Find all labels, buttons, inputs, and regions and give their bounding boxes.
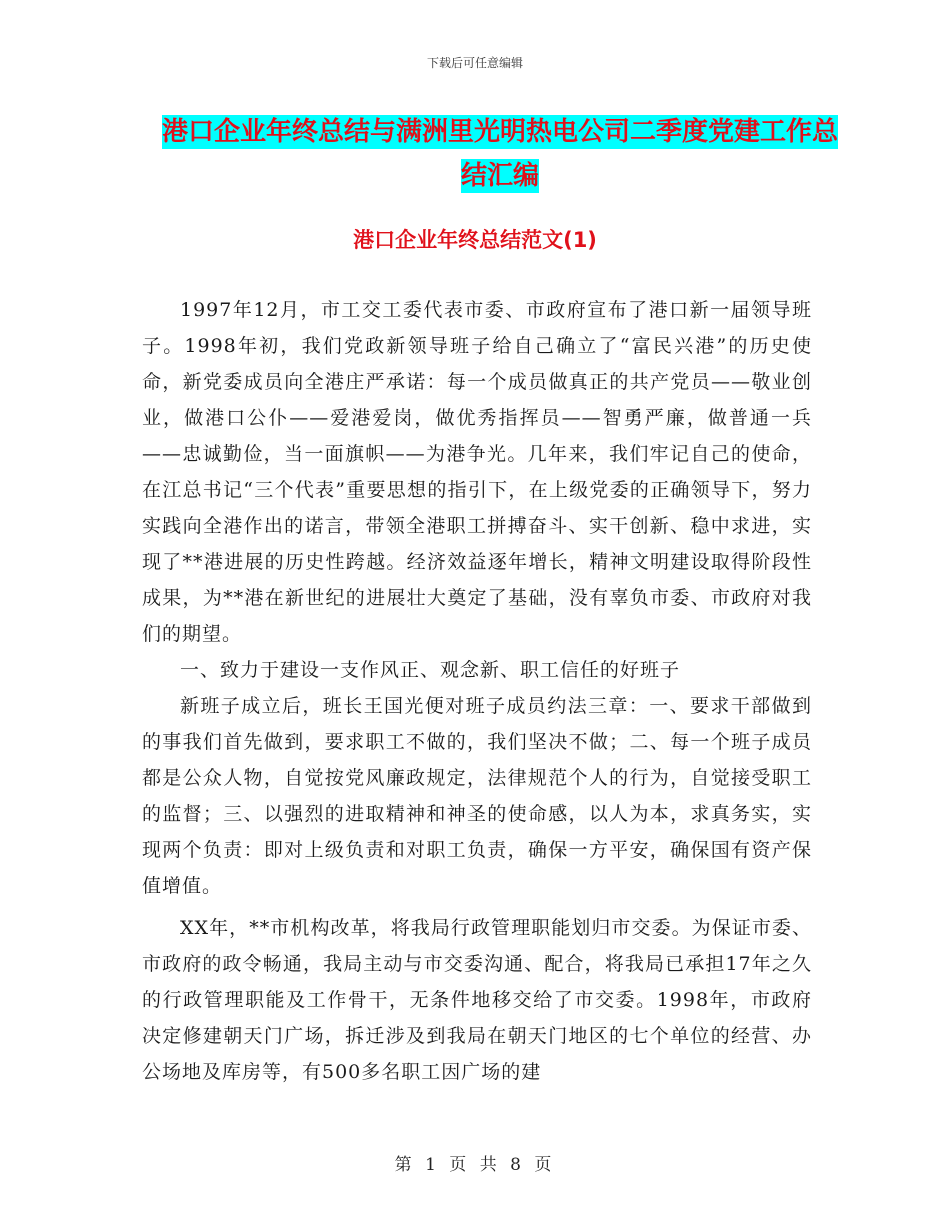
document-body (142, 292, 812, 1090)
paragraph-4: XX年，**市机构改革，将我局行政管理职能划归市交委。为保证市委、市政府的政令畅通，我局主动与市交委沟通、配合，将我局已承担17年之久的行政管理职能及工作骨干，无条件地移交给了市交委。1998年，市政府决定修建朝天门广场，拆迁涉及到我局在朝天门地区的七个单位的经营、办公场地及库房等，有500多名职工因广场的建 (142, 917, 812, 1083)
document-title (150, 110, 850, 198)
paragraph-2-heading: 一、致力于建设一支作风正、观念新、职工信任的好班子 (180, 659, 681, 681)
section-title: 港口企业年终总结范文(1) (353, 228, 597, 252)
paragraph-3: 新班子成立后，班长王国光便对班子成员约法三章：一、要求干部做到的事我们首先做到，要求职工不做的，我们坚决不做；二、每一个班子成员都是公众人物，自觉按党风廉政规定，法律规范个人的行为，自觉接受职工的监督；三、以强烈的进取精神和神圣的使命感，以人为本，求真务实，实现两个负责：即对上级负责和对职工负责，确保一方平安，确保国有资产保值增值。 (142, 695, 812, 897)
header-note: 下载后可任意编辑 (426, 56, 523, 70)
document-title-highlight: 港口企业年终总结与满洲里光明热电公司二季度党建工作总结汇编 (161, 117, 838, 191)
paragraph-1: 1997年12月，市工交工委代表市委、市政府宣布了港口新一届领导班子。1998年初，我们党政新领导班子给自己确立了“富民兴港”的历史使命，新党委成员向全港庄严承诺：每一个成员做真正的共产党员——敬业创业，做港口公仆——爱港爱岗，做优秀指挥员——智勇严廉，做普通一兵——忠诚勤俭，当一面旗帜——为港争光。几年来，我们牢记自己的使命，在江总书记“三个代表”重要思想的指引下，在上级党委的正确领导下，努力实践向全港作出的诺言，带领全港职工拼搏奋斗、实干创新、稳中求进，实现了**港进展的历史性跨越。经济效益逐年增长，精神文明建设取得阶段性成果，为**港在新世纪的进展壮大奠定了基础，没有辜负市委、市政府对我们的期望。 (142, 299, 812, 645)
page-number: 第 1 页 共 8 页 (394, 1155, 556, 1175)
